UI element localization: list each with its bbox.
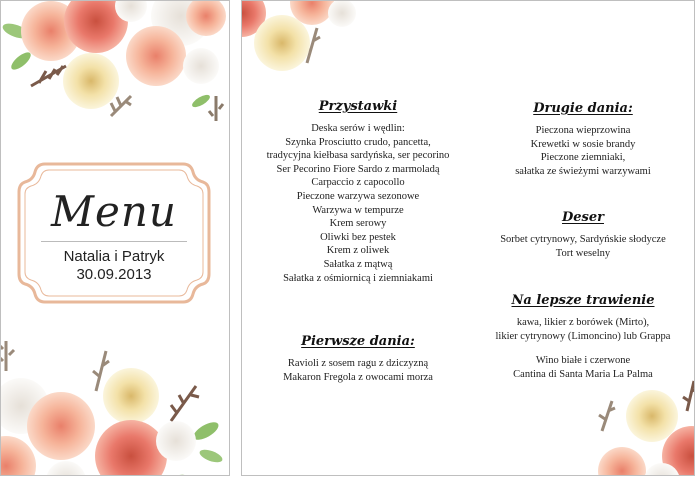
- menu-item: Ser Pecorino Fiore Sardo z marmoladą: [276, 163, 440, 175]
- spacer: [470, 343, 695, 354]
- floral-top-decoration: [0, 0, 230, 141]
- menu-item: Pieczone ziemniaki,: [540, 152, 626, 164]
- menu-item: Warzywa w tempurze: [312, 204, 404, 216]
- section-first-courses: [242, 334, 474, 384]
- menu-item: Wino białe i czerwone: [535, 355, 631, 367]
- menu-item: Ravioli z sosem ragu z dziczyzną: [287, 358, 429, 369]
- menu-item: Tort weselny: [555, 247, 611, 259]
- menu-item: tradycyjna kiełbasa sardyńska, ser pecorino: [266, 150, 450, 162]
- section-main-courses: [470, 101, 695, 178]
- couple-names: Natalia i Patryk: [63, 248, 165, 265]
- menu-item: Oliwki bez pestek: [320, 231, 396, 243]
- menu-item: kawa, likier z borówek (Mirto),: [516, 317, 650, 328]
- floral-bottom-decoration: [0, 331, 230, 476]
- menu-item: Szynka Prosciutto crudo, pancetta,: [285, 136, 431, 148]
- cover-title: Menu: [51, 187, 177, 236]
- menu-item: sałatka ze świeżymi warzywami: [515, 165, 651, 177]
- menu-item: Deska serów i wędlin:: [311, 123, 405, 134]
- menu-inner-panel: [241, 0, 695, 476]
- section-dessert: [470, 210, 695, 260]
- section-title-appetizers: Przystawki: [318, 99, 398, 114]
- cover-divider: [41, 241, 187, 242]
- floral-corner-bottom-right: [572, 361, 695, 476]
- menu-item: Carpaccio z capocollo: [311, 177, 405, 189]
- menu-item: Krewetki w sosie brandy: [530, 138, 636, 150]
- menu-cover-panel: [0, 0, 230, 476]
- event-date: 30.09.2013: [76, 266, 152, 283]
- section-title-main-courses: Drugie dania:: [533, 101, 633, 116]
- menu-item: Sałatka z ośmiornicą i ziemniakami: [283, 272, 433, 284]
- menu-item: Sałatka z mątwą: [323, 258, 393, 270]
- section-appetizers: [242, 99, 474, 285]
- menu-item: Cantina di Santa Maria La Palma: [513, 368, 653, 380]
- menu-item: Sorbet cytrynowy, Sardyńskie słodycze: [500, 234, 666, 245]
- menu-item: likier cytrynowy (Limoncino) lub Grappa: [495, 330, 671, 342]
- section-title-digestifs: Na lepsze trawienie: [511, 293, 655, 308]
- floral-corner-top-left: [241, 0, 362, 93]
- menu-item: Krem z oliwek: [326, 245, 390, 257]
- section-title-dessert: Deser: [562, 210, 604, 225]
- menu-item: Pieczona wieprzowina: [535, 125, 631, 136]
- section-title-first-courses: Pierwsze dania:: [301, 334, 415, 349]
- menu-item: Krem serowy: [329, 218, 387, 230]
- menu-item: Makaron Fregola z owocami morza: [283, 371, 433, 383]
- menu-item: Pieczone warzywa sezonowe: [296, 190, 420, 202]
